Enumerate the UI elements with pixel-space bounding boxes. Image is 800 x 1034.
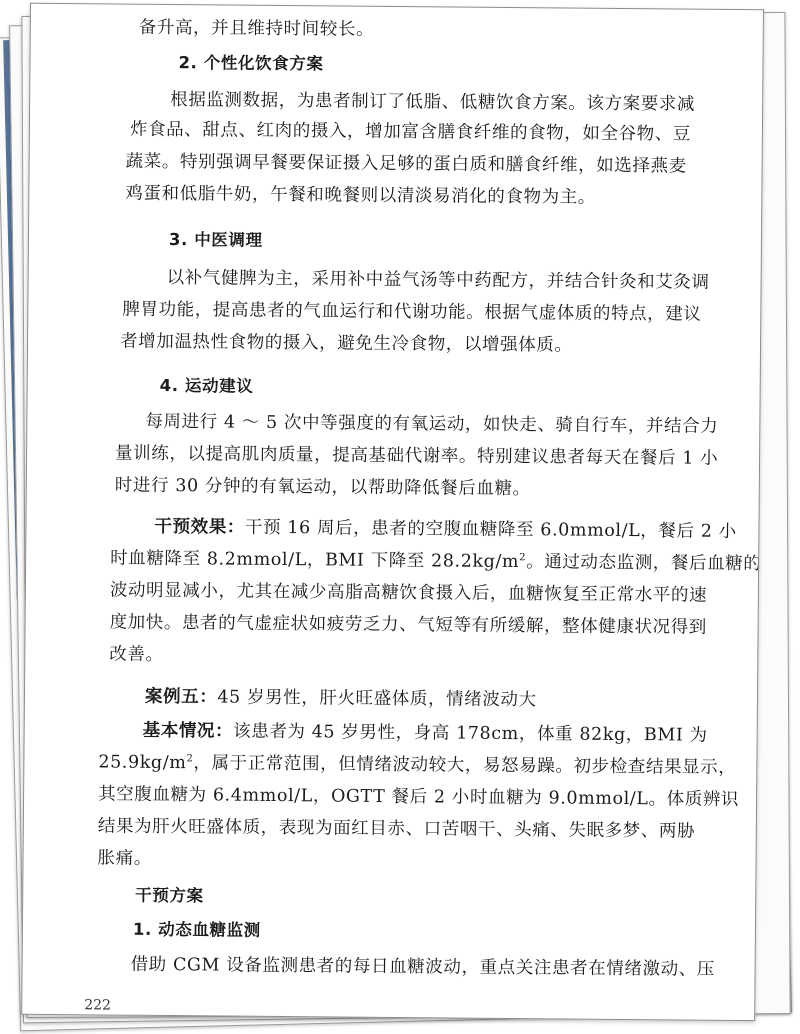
- paragraph-basic-line: $25.9kg/m^2$，属于正常范围，但情绪波动较大，易怒易躁。初步检查结果显示，: [98, 752, 737, 778]
- text-line: 波动明显减小，尤其在减少高脂高糖饮食摄入后，血糖恢复至正常水平的速: [109, 580, 708, 606]
- section-heading-tcm: 3. 中医调理: [168, 230, 263, 250]
- basic-label: 基本情况：: [142, 720, 234, 742]
- text-line: 度加快。患者的气虚症状如疲劳乏力、气短等有所缓解，整体健康状况得到: [109, 612, 707, 638]
- text-line: 以补气健脾为主，采用补中益气汤等中药配方，并结合针灸和艾灸调: [166, 268, 710, 293]
- text-line: 脾胃功能，提高患者的气血运行和代谢功能。根据气虚体质的特点，建议: [122, 299, 702, 325]
- case-heading: 案例五：45 岁男性，肝火旺盛体质，情绪波动大: [144, 686, 537, 711]
- text-line: 结果为肝火旺盛体质，表现为面红目赤、口苦咽干、头痛、失眠多梦、两胁: [97, 816, 696, 842]
- text-line: 时进行 30 分钟的有氧运动，以帮助降低餐后血糖。: [114, 475, 531, 500]
- section-heading-plan: 干预方案: [135, 885, 204, 906]
- case-label: 案例五：: [144, 686, 218, 708]
- text-line: 鸡蛋和低脂牛奶，午餐和晚餐则以清淡易消化的食物为主。: [125, 183, 597, 208]
- section-heading-exercise: 4. 运动建议: [159, 375, 254, 396]
- paragraph-basic-line: 基本情况：该患者为 45 岁男性，身高 178cm，体重 82kg，BMI 为: [142, 720, 708, 746]
- text-line: 者增加温热性食物的摄入，避免生冷食物，以增强体质。: [119, 331, 573, 356]
- text-line: 改善。: [109, 644, 164, 665]
- text-line: 每周进行 4 ～ 5 次中等强度的有氧运动，如快走、骑自行车，并结合力: [145, 411, 719, 437]
- text-line: 量训练，以提高肌肉质量，提高基础代谢率。特别建议患者每天在餐后 1 小: [114, 443, 719, 469]
- text-line: 备升高，并且维持时间较长。: [138, 17, 375, 40]
- text-line: 根据监测数据，为患者制订了低脂、低糖饮食方案。该方案要求减: [170, 90, 696, 115]
- text-line: 炸食品、甜点、红肉的摄入，增加富含膳食纤维的食物，如全谷物、豆: [129, 119, 692, 145]
- effect-label: 干预效果：: [154, 516, 246, 538]
- document-page: [21, 3, 764, 1021]
- paragraph-effect-line: 时血糖降至 8.2mmol/L，BMI 下降至 $28.2kg/m^2$。通过动态监测，餐后血糖的: [110, 548, 762, 575]
- text-line: 借助 CGM 设备监测患者的每日血糖波动，重点关注患者在情绪激动、压: [130, 954, 716, 980]
- text-line: 蔬菜。特别强调早餐要保证摄入足够的蛋白质和膳食纤维，如选择燕麦: [125, 151, 687, 177]
- paragraph-effect-line: 干预效果：干预 16 周后，患者的空腹血糖降至 6.0mmol/L，餐后 2 小: [154, 516, 737, 542]
- text-line: 胀痛。: [97, 848, 152, 869]
- text-line: 其空腹血糖为 6.4mmol/L，OGTT 餐后 2 小时血糖为 9.0mmol/L。体质辨识: [98, 784, 740, 811]
- section-heading-cgm: 1. 动态血糖监测: [132, 919, 261, 940]
- page-number: 222: [84, 997, 112, 1014]
- section-heading-diet: 2. 个性化饮食方案: [178, 53, 324, 74]
